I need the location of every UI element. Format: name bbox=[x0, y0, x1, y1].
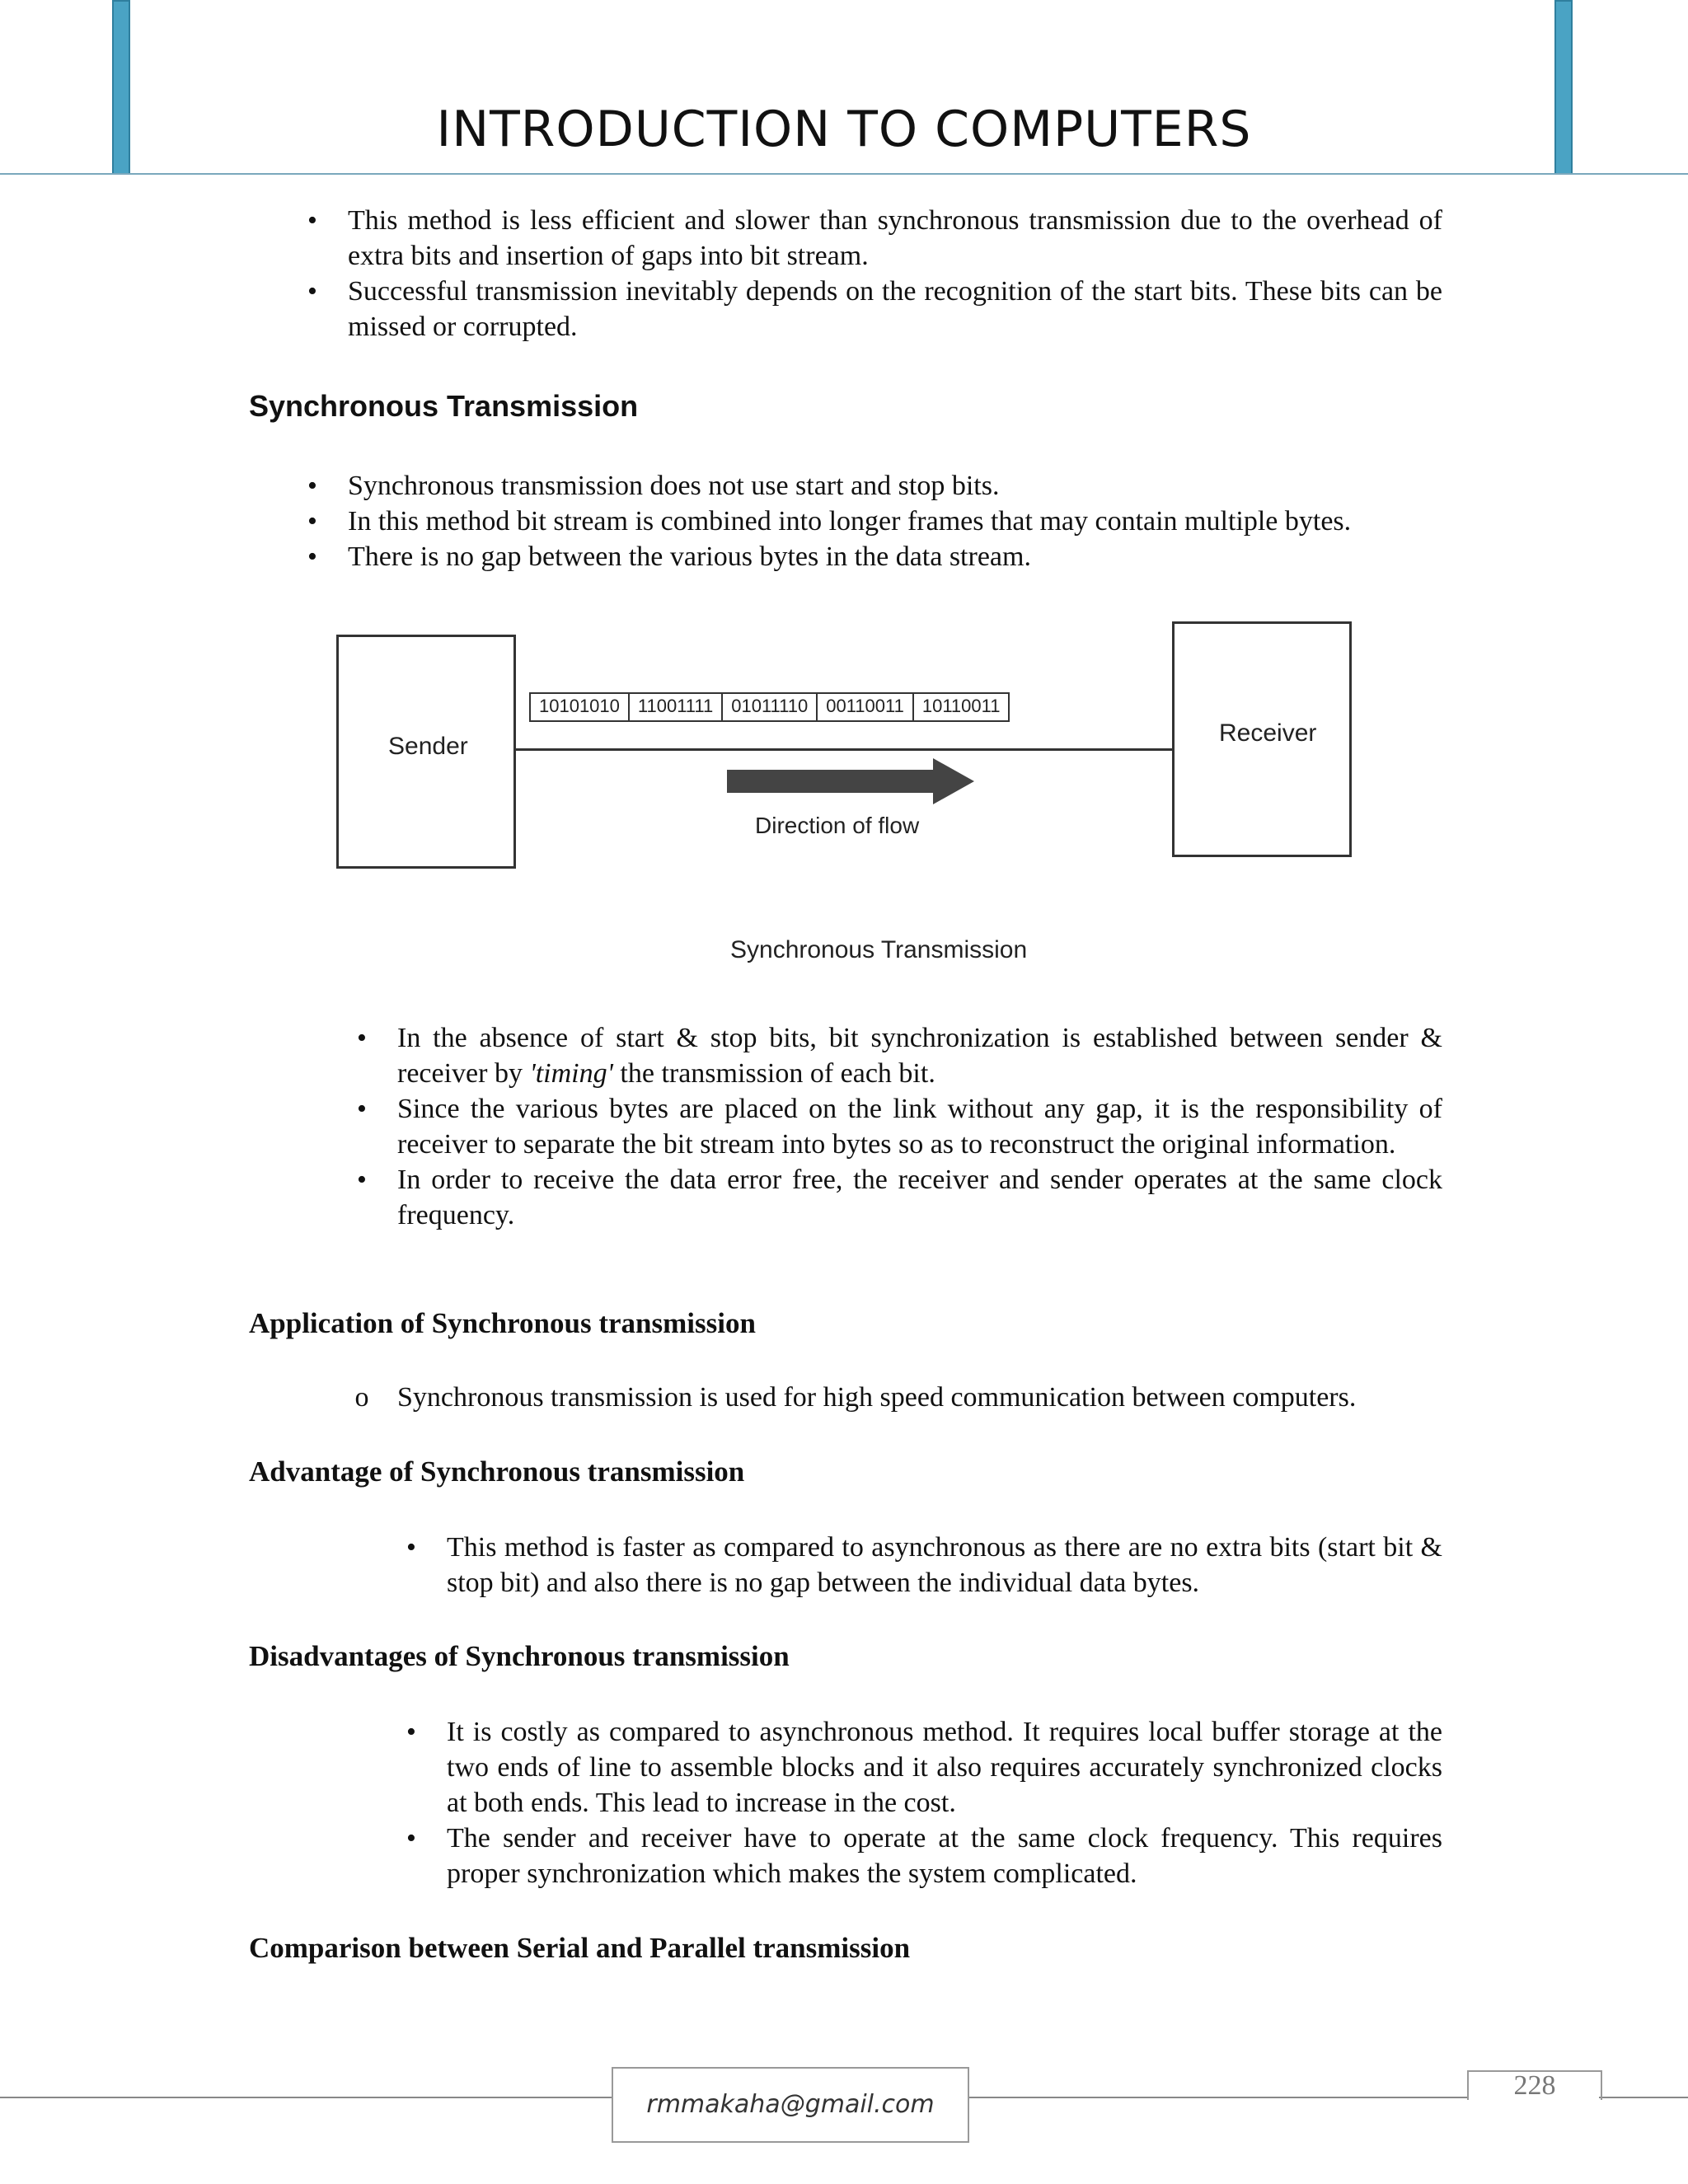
details-bullet-list bbox=[357, 1020, 1442, 1233]
list-item: • In the absence of start & stop bits, bit synchronization is established between sender & receiver by 'timing' the transmission of each bit. bbox=[397, 1020, 1442, 1091]
list-item: • In this method bit stream is combined into longer frames that may contain multiple bytes. bbox=[348, 504, 1452, 539]
bullet-icon: • bbox=[307, 506, 317, 537]
bullet-icon: • bbox=[357, 1165, 367, 1195]
frame-byte: 11001111 bbox=[630, 694, 723, 720]
bullet-icon: • bbox=[307, 276, 317, 307]
figure-caption: Synchronous Transmission bbox=[730, 936, 1028, 963]
receiver-label: Receiver bbox=[1219, 719, 1317, 747]
list-item: • There is no gap between the various bytes in the data stream. bbox=[348, 539, 1452, 574]
frame-byte: 01011110 bbox=[723, 694, 818, 720]
bullet-icon: • bbox=[307, 205, 317, 236]
page-header-title: INTRODUCTION TO COMPUTERS bbox=[436, 101, 1252, 158]
advantage-list bbox=[406, 1530, 1442, 1601]
frame-byte: 10110011 bbox=[921, 696, 1001, 716]
section-heading-advantage: Advantage of Synchronous transmission bbox=[249, 1455, 745, 1488]
sender-box bbox=[336, 635, 516, 869]
page-number: 228 bbox=[1467, 2070, 1602, 2100]
list-item: • Since the various bytes are placed on the link without any gap, it is the responsibility of receiver to separate the bit stream into bytes so as to reconstruct the original information. bbox=[397, 1091, 1442, 1162]
receiver-box bbox=[1172, 621, 1352, 857]
section-heading-application: Application of Synchronous transmission bbox=[249, 1307, 756, 1339]
bullet-icon: • bbox=[406, 1823, 416, 1854]
bullet-icon: • bbox=[307, 541, 317, 572]
frame-row bbox=[529, 692, 1010, 722]
section-heading-comparison: Comparison between Serial and Parallel transmission bbox=[249, 1932, 911, 1964]
frame-byte: 00110011 bbox=[818, 694, 914, 720]
footer-email-box bbox=[612, 2067, 969, 2143]
list-item: • In order to receive the data error free, the receiver and sender operates at the same clock frequency. bbox=[397, 1162, 1442, 1233]
list-item: • It is costly as compared to asynchronous method. It requires local buffer storage at the two ends of line to assemble blocks and it also requires accurately synchronized clocks at both ends. This lead to increase in the cost. bbox=[447, 1714, 1442, 1821]
bullet-icon: • bbox=[357, 1023, 367, 1053]
bullet-icon: • bbox=[406, 1717, 416, 1747]
application-list bbox=[354, 1380, 1469, 1415]
direction-label: Direction of flow bbox=[755, 813, 920, 838]
disadvantages-list bbox=[406, 1714, 1442, 1891]
footer-rule-right bbox=[1599, 2097, 1688, 2098]
section-heading-disadvantages: Disadvantages of Synchronous transmission bbox=[249, 1640, 790, 1672]
frame-byte: 10101010 bbox=[531, 694, 630, 720]
list-item: • Successful transmission inevitably depends on the recognition of the start bits. These bits can be missed or corrupted. bbox=[348, 274, 1442, 344]
link-line bbox=[516, 748, 1172, 751]
bullet-icon: • bbox=[406, 1532, 416, 1563]
list-item: • Synchronous transmission does not use start and stop bits. bbox=[348, 468, 1452, 504]
list-item: • This method is faster as compared to asynchronous as there are no extra bits (start bit & stop bit) and also there is no gap between the individual data bytes. bbox=[447, 1530, 1442, 1601]
section-heading-synchronous: Synchronous Transmission bbox=[249, 389, 639, 423]
bullet-icon: • bbox=[307, 471, 317, 501]
footer-rule-left bbox=[0, 2097, 613, 2098]
bullet-icon: • bbox=[357, 1094, 367, 1124]
circle-bullet-icon: o bbox=[354, 1382, 369, 1413]
footer-email: rmmakaha@gmail.com bbox=[646, 2090, 935, 2119]
footer-rule-middle bbox=[969, 2097, 1469, 2098]
list-item: • This method is less efficient and slower than synchronous transmission due to the overhead of extra bits and insertion of gaps into bit stream. bbox=[348, 203, 1442, 274]
flow-arrow-icon bbox=[727, 757, 974, 806]
list-item: • The sender and receiver have to operate at the same clock frequency. This requires proper synchronization which makes the system complicated. bbox=[447, 1821, 1442, 1891]
header-rule bbox=[0, 173, 1688, 175]
intro-bullet-list bbox=[307, 203, 1442, 344]
list-item: o Synchronous transmission is used for high speed communication between computers. bbox=[397, 1380, 1469, 1415]
sender-label: Sender bbox=[388, 733, 468, 760]
sync-bullet-list bbox=[307, 468, 1452, 574]
sync-transmission-diagram bbox=[323, 610, 1362, 997]
